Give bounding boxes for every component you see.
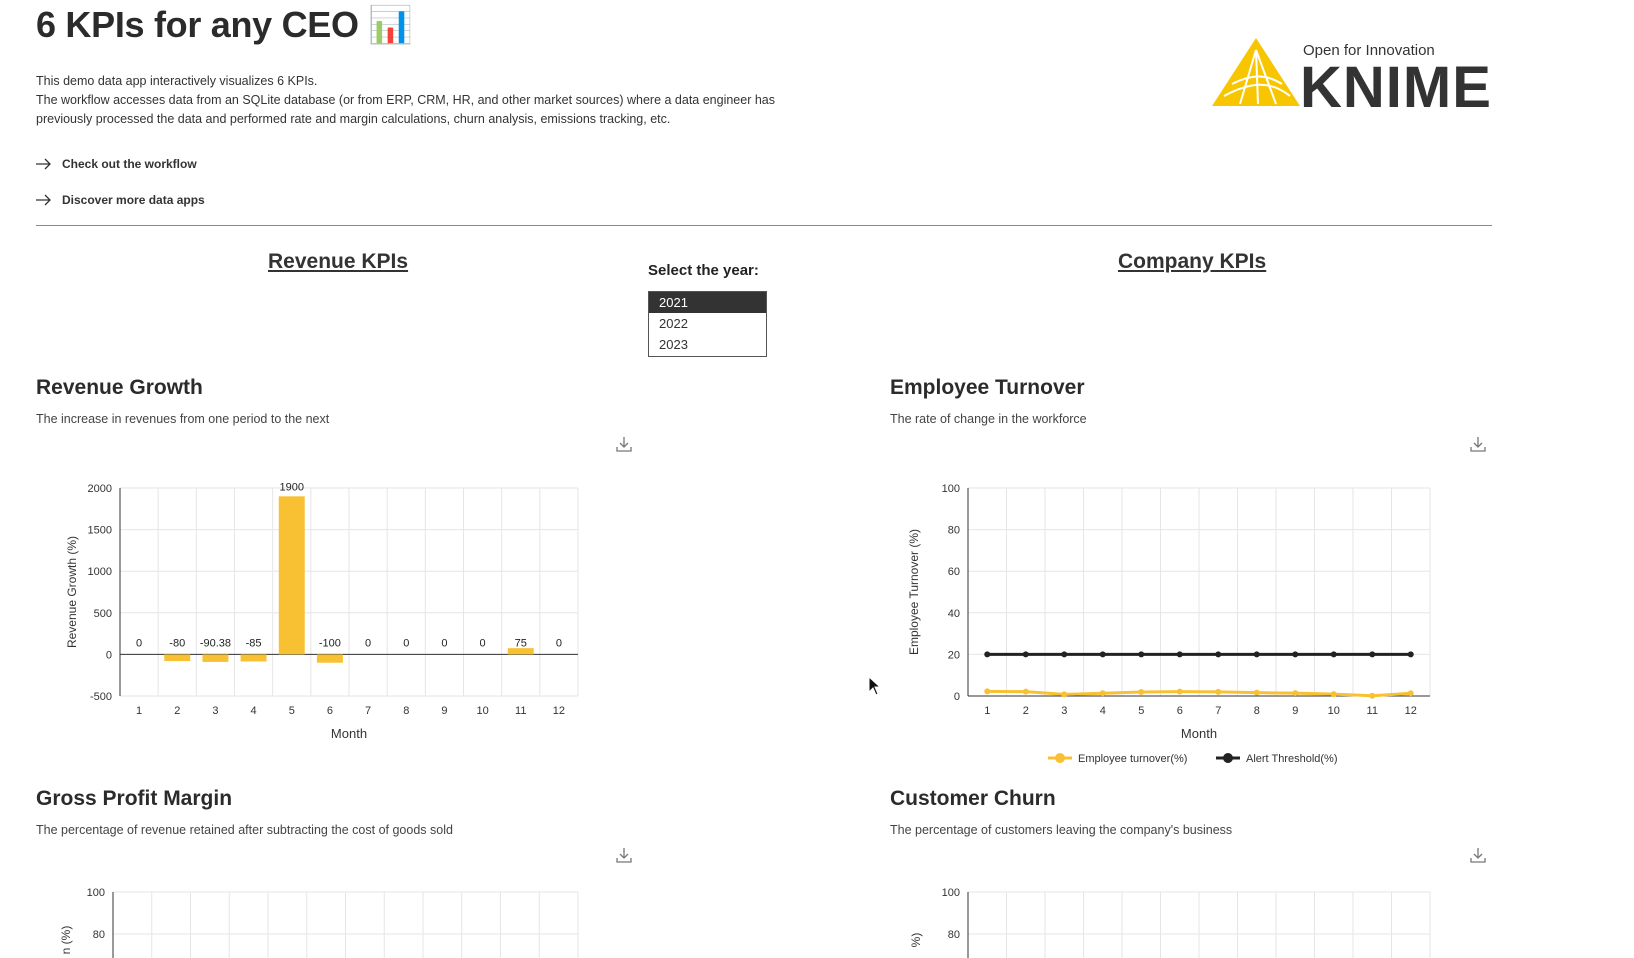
page-title (36, 4, 413, 46)
y-axis-label: %) (909, 932, 923, 948)
y-tick-label: 80 (92, 929, 105, 941)
x-tick-label: 1 (984, 705, 991, 717)
intro-text (36, 72, 776, 129)
series-point (1061, 651, 1067, 657)
x-tick-label: 5 (288, 705, 295, 717)
series-point (1177, 651, 1183, 657)
y-tick-label: 1500 (87, 524, 112, 537)
series-point (1292, 651, 1298, 657)
x-tick-label: 9 (441, 705, 448, 717)
bar-data-label: 0 (555, 637, 562, 650)
series-point (1138, 689, 1144, 695)
legend-swatch-dot (1055, 753, 1065, 763)
y-tick-label: 80 (947, 524, 960, 537)
year-option-2023[interactable]: 2023 (659, 337, 688, 352)
x-tick-label: 12 (1404, 705, 1417, 717)
gross-profit-margin-chart (0, 880, 620, 958)
x-axis-label: Month (1180, 726, 1218, 741)
series-point (1100, 690, 1106, 696)
bar (279, 496, 305, 654)
y-tick-label: 40 (947, 607, 960, 620)
y-axis-label: n (%) (59, 925, 73, 955)
y-tick-label: 100 (941, 483, 960, 495)
bar-data-label: 75 (514, 637, 527, 650)
y-tick-label: 2000 (87, 483, 112, 495)
year-option-2021[interactable]: 2021 (649, 292, 766, 313)
y-axis-label: Revenue Growth (%) (65, 535, 79, 649)
year-select-list[interactable] (648, 291, 767, 357)
x-tick-label: 10 (476, 705, 489, 717)
y-axis-label: Employee Turnover (%) (907, 528, 921, 656)
year-select-label: Select the year: (648, 262, 759, 279)
bar (241, 654, 267, 661)
revenue-growth-title: Revenue Growth (36, 376, 203, 399)
bar-data-label: 0 (403, 637, 410, 650)
x-tick-label: 8 (1253, 705, 1260, 717)
series-point (984, 651, 990, 657)
workflow-link-label: Check out the workflow (62, 157, 197, 171)
revenue-kpis-heading: Revenue KPIs (268, 250, 409, 273)
employee-turnover-desc: The rate of change in the workforce (890, 412, 1087, 426)
legend-entry: Alert Threshold(%) (1246, 753, 1338, 765)
series-point (1100, 651, 1106, 657)
y-tick-label: 100 (941, 887, 960, 899)
series-point (1061, 691, 1067, 697)
bar-data-label: 0 (136, 637, 143, 650)
bar-chart-emoji-icon: 📊 (368, 4, 413, 45)
download-icon[interactable] (1470, 436, 1486, 452)
gross-profit-margin-desc: The percentage of revenue retained after subtracting the cost of goods sold (36, 823, 453, 837)
x-tick-label: 5 (1138, 705, 1145, 717)
bar-data-label: -90.38 (199, 637, 232, 650)
legend-entry: Employee turnover(%) (1078, 753, 1188, 765)
series-point (1254, 651, 1260, 657)
series-point (1331, 651, 1337, 657)
series-point (984, 688, 990, 694)
x-tick-label: 9 (1292, 705, 1299, 717)
download-icon[interactable] (616, 847, 632, 863)
x-tick-label: 7 (1215, 705, 1222, 717)
mouse-cursor-icon (868, 676, 882, 696)
x-tick-label: 1 (136, 705, 143, 717)
page-title-text: 6 KPIs for any CEO (36, 4, 359, 45)
series-point (1023, 651, 1029, 657)
x-axis-label: Month (330, 726, 368, 741)
bar-data-label: -80 (169, 637, 186, 650)
intro-line-2: The workflow accesses data from an SQLite database (or from ERP, CRM, HR, and other market sources) where a data engineer has previously processed the data and performed rate and margin calculations, churn analysis, emissions tracking, etc. (36, 93, 775, 126)
year-option-2022[interactable]: 2022 (659, 316, 688, 331)
bar-data-label: -100 (318, 637, 341, 650)
bar-data-label: -85 (245, 637, 262, 650)
series-point (1254, 690, 1260, 696)
x-tick-label: 12 (552, 705, 566, 717)
series-point (1369, 693, 1375, 699)
series-point (1023, 689, 1029, 695)
x-tick-label: 10 (1327, 705, 1340, 717)
bar (202, 654, 228, 662)
company-kpis-heading: Company KPIs (1118, 250, 1267, 273)
arrow-right-icon (36, 194, 52, 206)
bar (164, 654, 190, 661)
series-point (1215, 689, 1221, 695)
knime-tagline: Open for Innovation (1303, 42, 1435, 59)
y-tick-label: -500 (89, 691, 112, 703)
series-point (1331, 691, 1337, 697)
y-tick-label: 0 (105, 649, 112, 662)
x-tick-label: 4 (250, 705, 257, 717)
customer-churn-desc: The percentage of customers leaving the company's business (890, 823, 1233, 837)
x-tick-label: 6 (326, 705, 333, 717)
x-tick-label: 3 (1061, 705, 1068, 717)
series-point (1369, 651, 1375, 657)
x-tick-label: 11 (515, 705, 527, 717)
x-tick-label: 2 (174, 705, 181, 717)
y-tick-label: 20 (947, 649, 960, 662)
x-tick-label: 6 (1176, 705, 1183, 717)
y-tick-label: 0 (953, 691, 960, 703)
x-tick-label: 2 (1022, 705, 1029, 717)
x-tick-label: 3 (212, 705, 219, 717)
bar (317, 654, 343, 662)
y-tick-label: 1000 (87, 566, 112, 579)
customer-churn-title: Customer Churn (890, 787, 1056, 810)
data-apps-link-label: Discover more data apps (62, 193, 205, 207)
employee-turnover-title: Employee Turnover (890, 376, 1085, 399)
workflow-link[interactable] (36, 157, 197, 171)
revenue-growth-chart (0, 470, 620, 750)
series-point (1292, 690, 1298, 696)
y-tick-label: 80 (947, 929, 960, 941)
revenue-growth-desc: The increase in revenues from one period to the next (36, 412, 330, 426)
intro-line-1: This demo data app interactively visualizes 6 KPIs. (36, 74, 318, 88)
customer-churn-chart (850, 880, 1470, 958)
x-tick-label: 7 (365, 705, 372, 717)
download-icon[interactable] (1470, 847, 1486, 863)
series-point (1215, 651, 1221, 657)
bar-data-label: 1900 (279, 481, 304, 494)
knime-logo-icon (1210, 36, 1302, 108)
gross-profit-margin-title: Gross Profit Margin (36, 787, 233, 810)
knime-wordmark: KNIME (1300, 55, 1492, 120)
series-point (1177, 689, 1183, 695)
download-icon[interactable] (616, 436, 632, 452)
y-tick-label: 100 (86, 887, 105, 899)
header-divider (36, 225, 1492, 226)
y-tick-label: 60 (947, 566, 960, 579)
employee-turnover-chart (850, 470, 1470, 770)
series-point (1408, 690, 1414, 696)
bar-data-label: 0 (479, 637, 486, 650)
bar-data-label: 0 (441, 637, 448, 650)
x-tick-label: 8 (403, 705, 410, 717)
legend-swatch-dot (1223, 753, 1233, 763)
y-tick-label: 500 (93, 607, 112, 620)
series-point (1408, 651, 1414, 657)
bar-data-label: 0 (365, 637, 372, 650)
x-tick-label: 4 (1099, 705, 1106, 717)
series-point (1138, 651, 1144, 657)
arrow-right-icon (36, 158, 52, 170)
x-tick-label: 11 (1366, 705, 1378, 717)
data-apps-link[interactable] (36, 193, 205, 207)
